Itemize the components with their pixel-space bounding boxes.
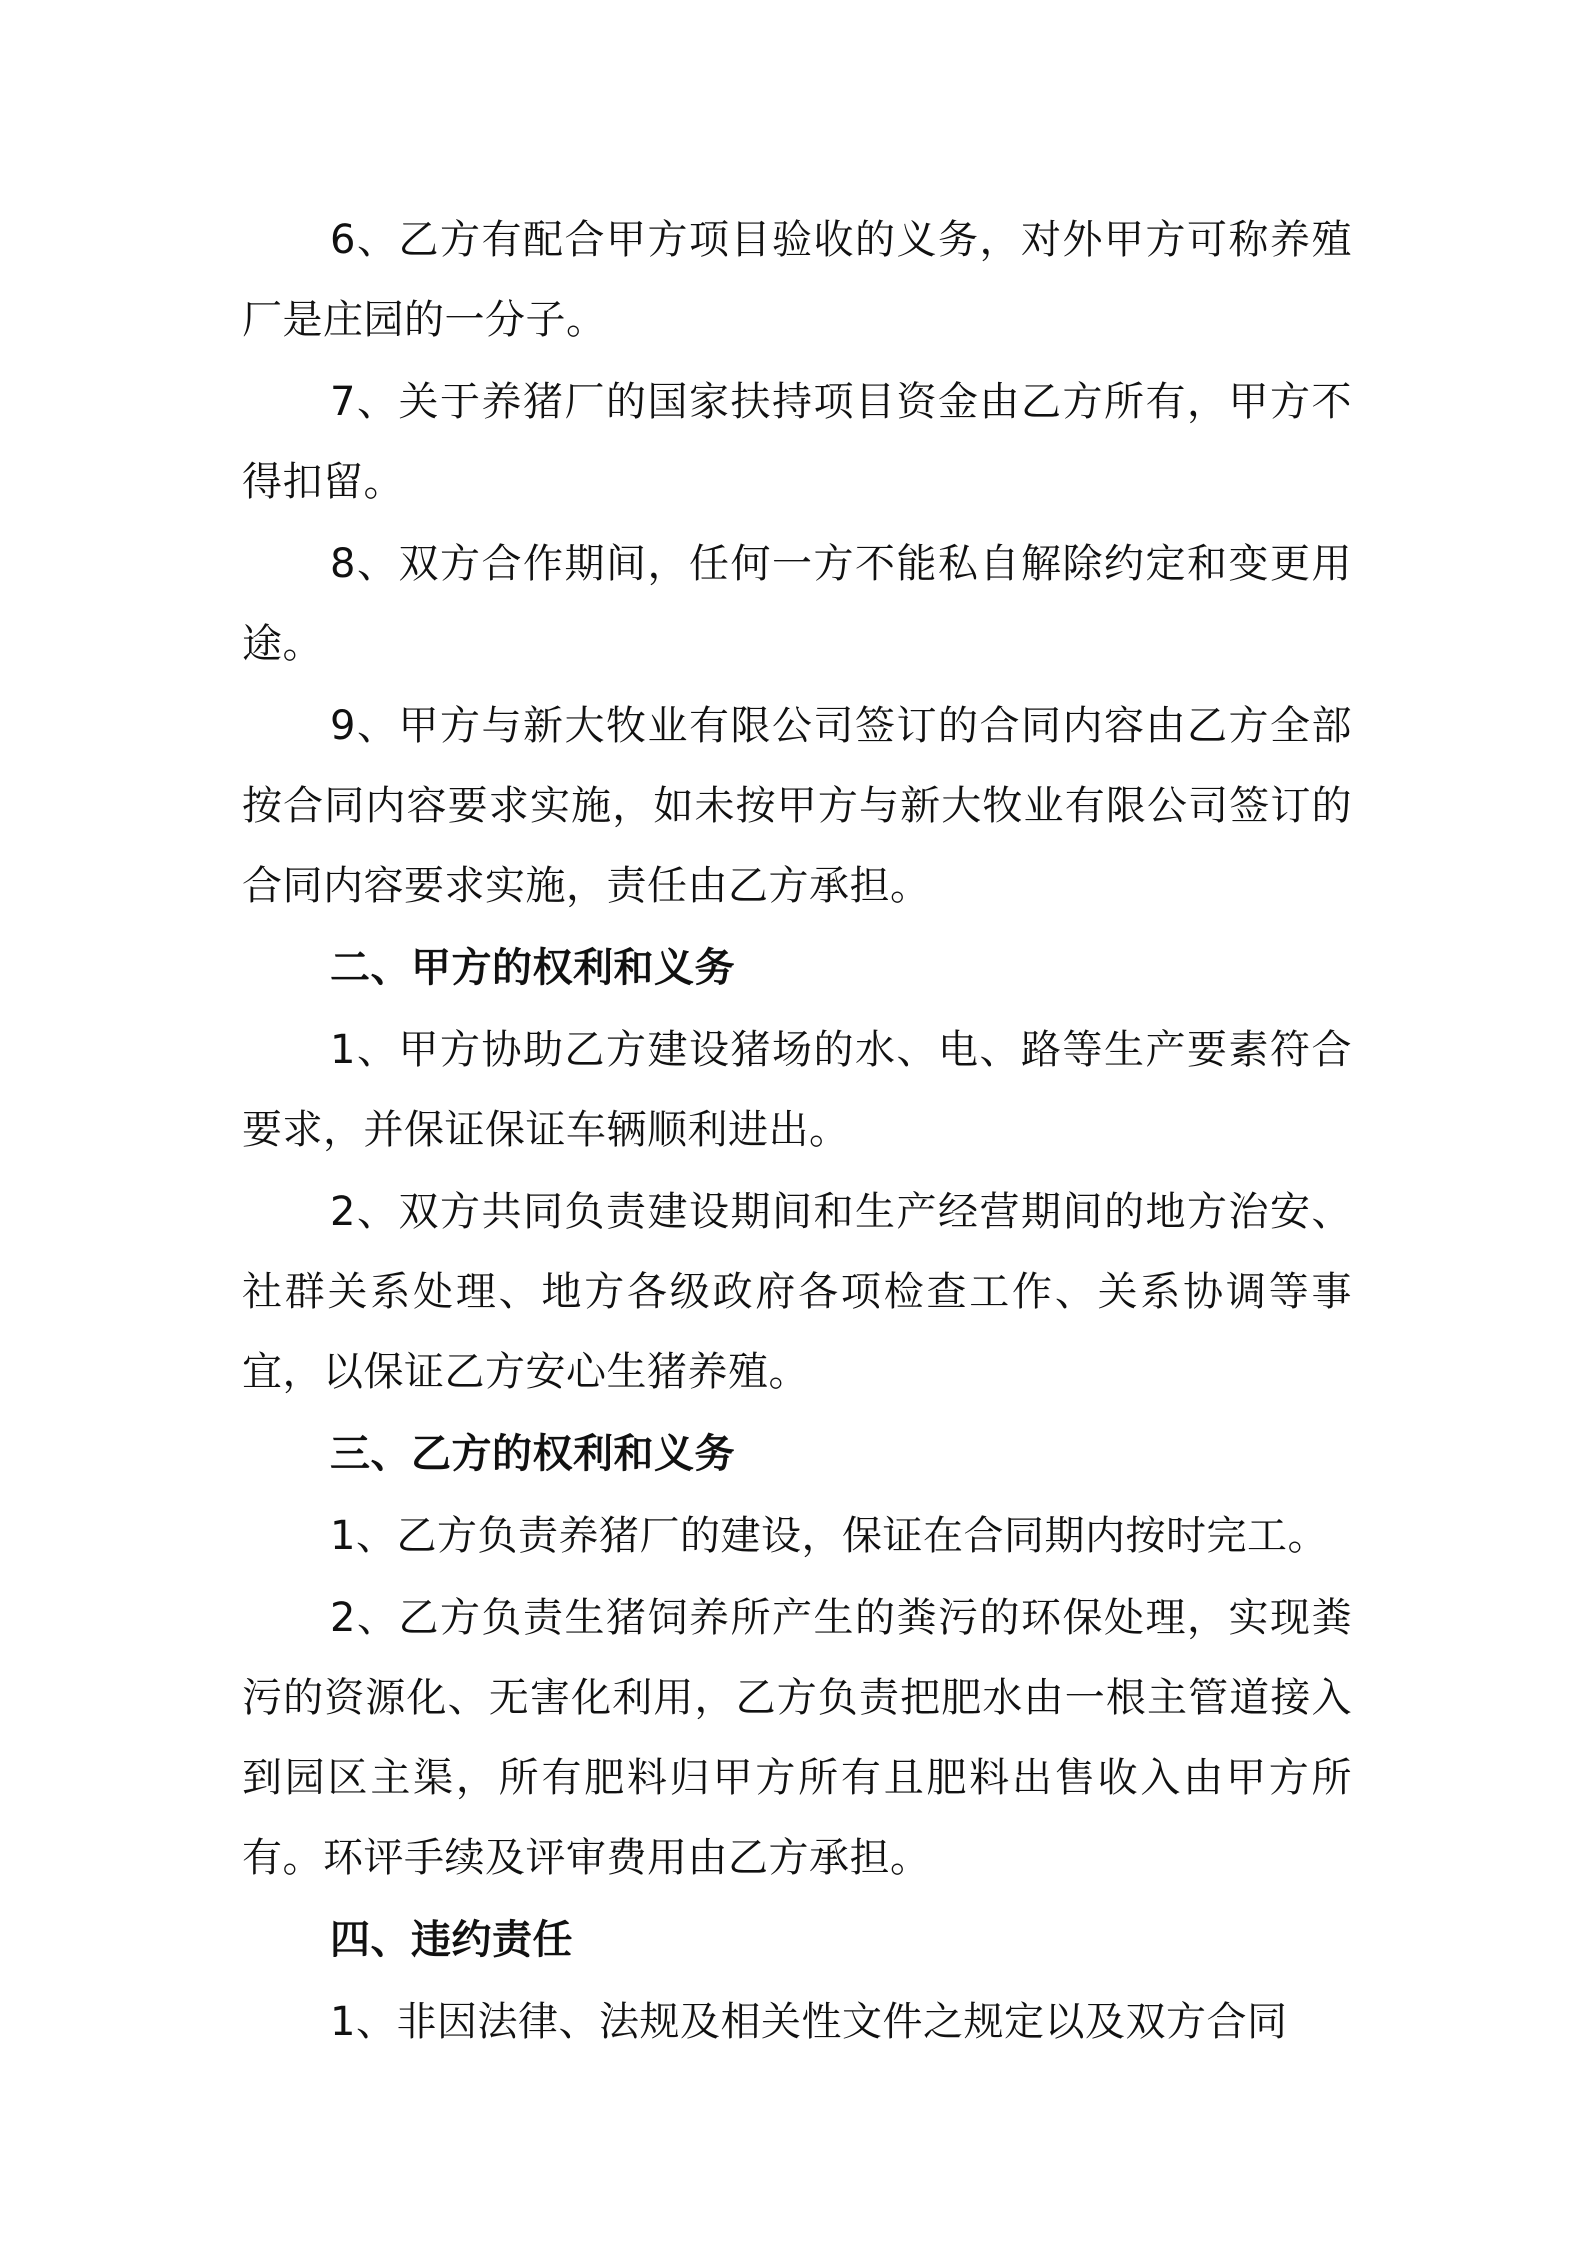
section-heading-party-a: 二、甲方的权利和义务: [330, 945, 735, 991]
party-a-clause-2: 2、双方共同负责建设期间和生产经营期间的地方治安、社群关系处理、地方各级政府各项检查工作、关系协调等事宜，以保证乙方安心生猪养殖。: [242, 1189, 1352, 1395]
clause-8: 8、双方合作期间，任何一方不能私自解除约定和变更用途。: [242, 541, 1352, 667]
clause-9: 9、甲方与新大牧业有限公司签订的合同内容由乙方全部按合同内容要求实施，如未按甲方与新大牧业有限公司签订的合同内容要求实施，责任由乙方承担。: [242, 703, 1352, 909]
party-b-clause-1: 1、乙方负责养猪厂的建设，保证在合同期内按时完工。: [330, 1513, 1328, 1559]
party-b-clause-2: 2、乙方负责生猪饲养所产生的粪污的环保处理，实现粪污的资源化、无害化利用，乙方负责把肥水由一根主管道接入到园区主渠，所有肥料归甲方所有且肥料出售收入由甲方所有。环评手续及评审费用由乙方承担。: [242, 1595, 1352, 1881]
breach-clause-1: 1、非因法律、法规及相关性文件之规定以及双方合同: [330, 1999, 1288, 2045]
section-heading-breach: 四、违约责任: [330, 1917, 573, 1963]
document-page: [242, 200, 1352, 2064]
party-a-clause-1: 1、甲方协助乙方建设猪场的水、电、路等生产要素符合要求，并保证保证车辆顺利进出。: [242, 1027, 1352, 1153]
clause-6: 6、乙方有配合甲方项目验收的义务，对外甲方可称养殖厂是庄园的一分子。: [242, 217, 1352, 343]
section-heading-party-b: 三、乙方的权利和义务: [330, 1431, 735, 1477]
clause-7: 7、关于养猪厂的国家扶持项目资金由乙方所有，甲方不得扣留。: [242, 379, 1352, 505]
